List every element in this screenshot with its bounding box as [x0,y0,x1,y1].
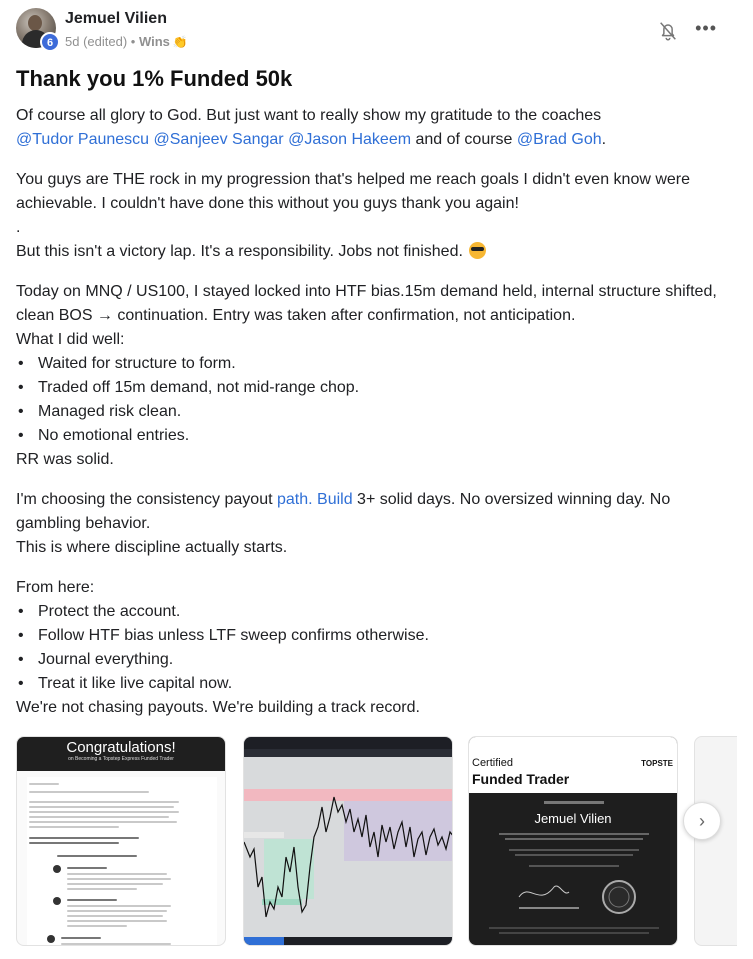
list-item: • Managed risk clean. [16,400,737,424]
paragraph-gratitude [16,104,737,152]
paragraph-responsibility [16,240,737,264]
list-item: • Waited for structure to form. [16,352,737,376]
image-gallery [16,736,737,946]
post-header [16,8,737,54]
paragraph-payout [16,488,737,536]
post-time: 5d (edited) [65,34,128,49]
from-here-heading: From here: [16,579,95,596]
gallery-image-partial[interactable] [694,736,737,946]
dot-line: . [16,219,21,236]
what-i-did-heading: What I did well: [16,331,125,348]
congrats-letter [27,777,217,946]
payout-text-a: I'm choosing the consistency payout [16,491,273,508]
congrats-title: Congratulations! [66,739,176,756]
avatar-face [28,15,42,31]
funded-trader-label: Funded Trader [472,771,570,787]
post-meta [65,34,188,49]
brand-label: TOPSTE [641,759,673,768]
list-item: • Journal everything. [16,648,737,672]
level-badge: 6 [40,32,60,52]
chevron-right-icon[interactable]: › [683,802,721,840]
bell-off-icon[interactable] [657,20,679,42]
and-of-course-text: and of course [415,131,513,148]
clap-icon: 👏 [172,35,188,49]
list-item: • Traded off 15m demand, not mid-range chop. [16,376,737,400]
trading-chart-graphic [244,737,453,946]
gallery-image-chart[interactable] [243,736,453,946]
rr-line: RR was solid. [16,451,114,468]
from-here-list [16,600,737,696]
sunglasses-emoji-icon [469,242,486,259]
path-build-link[interactable]: path. Build [276,491,353,508]
post-category[interactable]: Wins [138,34,170,49]
period: . [601,131,607,148]
author-name[interactable]: Jemuel Vilien [65,10,167,27]
list-item: • No emotional entries. [16,424,737,448]
gratitude-text: Of course all glory to God. But just want to really show my gratitude to the coaches [16,107,602,124]
certificate-graphic [469,737,678,946]
mention-jason[interactable]: @Jason Hakeem [288,131,412,148]
mention-brad[interactable]: @Brad Goh [516,131,602,148]
paragraph-rock: You guys are THE rock in my progression that's helped me reach goals I didn't even know were achievable. I couldn't have done this without you guys thank you again! [16,171,691,212]
gallery-image-certificate[interactable] [468,736,678,946]
payout-text-b: 3+ solid days. No oversized winning day. No gambling behavior. [16,491,671,532]
paragraph-today: Today on MNQ / US100, I stayed locked into HTF bias.15m demand held, internal structure shifted, clean BOS → continuation. Entry was taken after confirmation, not anticipation. [16,283,717,324]
congrats-subtitle: on Becoming a Topstep Express Funded Trader [68,756,174,762]
list-item: • Treat it like live capital now. [16,672,737,696]
list-item: • Follow HTF bias unless LTF sweep confirms otherwise. [16,624,737,648]
more-options-icon[interactable]: ••• [695,18,717,38]
certified-label: Certified [472,757,513,769]
mention-tudor[interactable]: @Tudor Paunescu [16,131,150,148]
certificate-name: Jemuel Vilien [534,811,612,826]
meta-separator: • [127,34,139,49]
post-title: Thank you 1% Funded 50k [16,66,293,91]
gallery-image-congratulations[interactable] [16,736,226,946]
mention-sanjeev[interactable]: @Sanjeev Sangar [153,131,284,148]
did-well-list [16,352,737,448]
closing-line: We're not chasing payouts. We're building a track record. [16,699,420,716]
paragraph-discipline: This is where discipline actually starts. [16,539,288,556]
responsibility-text: But this isn't a victory lap. It's a responsibility. Jobs not finished. [16,243,463,260]
congrats-banner [17,737,225,771]
list-item: • Protect the account. [16,600,737,624]
post-body [16,104,737,720]
